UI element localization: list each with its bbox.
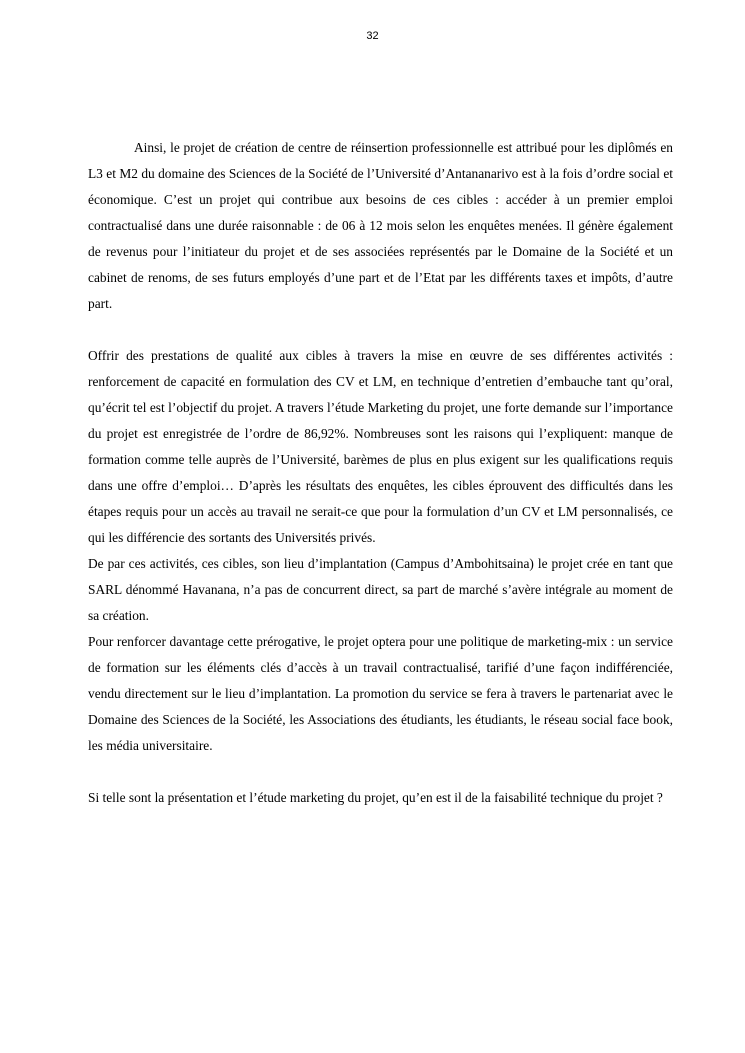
paragraph-introduction: Ainsi, le projet de création de centre de réinsertion professionnelle est attribué pour les diplômés en L3 et M2 du domaine des Sciences de la Société de l’Université d’Antananarivo est à la fois d’ordre social et économique. C’est un projet qui contribue aux besoins de ces cibles : accéder à un premier emploi contractualisé dans une durée raisonnable : de 06 à 12 mois selon les enquêtes menées. Il génère également de revenus pour l’initiateur du projet et de ses associées représentés par le Domaine de la Société et un cabinet de renoms, de ses futurs employés d’une part et de l’Etat par les différents taxes et impôts, d’autre part. [88, 140, 673, 311]
paragraph-market-position: De par ces activités, ces cibles, son lieu d’implantation (Campus d’Ambohitsaina) le projet crée en tant que SARL dénommé Havanana, n’a pas de concurrent direct, sa part de marché s’avère intégrale au moment de sa création. [88, 556, 673, 623]
document-body [88, 135, 673, 811]
paragraph-marketing-mix: Pour renforcer davantage cette prérogative, le projet optera pour une politique de marketing-mix : un service de formation sur les éléments clés d’accès à un travail contractualisé, tarifié d’une façon indifférenciée, vendu directement sur le lieu d’implantation. La promotion du service se fera à travers le partenariat avec le Domaine des Sciences de la Société, les Associations des étudiants, les étudiants, le réseau social face book, les média universitaire. [88, 634, 673, 753]
paragraph-objectives: Offrir des prestations de qualité aux cibles à travers la mise en œuvre de ses différentes activités : renforcement de capacité en formulation des CV et LM, en technique d’entretien d’embauche tant qu’oral, qu’écrit tel est l’objectif du projet. A travers l’étude Marketing du projet, une forte demande sur l’importance du projet est enregistrée de l’ordre de 86,92%. Nombreuses sont les raisons qui l’expliquent: manque de formation comme telle auprès de l’Université, barèmes de plus en plus exigent sur les qualifications requis dans une offre d’emploi… D’après les résultats des enquêtes, les cibles éprouvent des difficultés dans les étapes requis pour un accès au travail ne serait-ce que pour la formulation d’un CV et LM personnalisés, ce qui les différencie des sortants des Universités privés. [88, 348, 673, 545]
paragraph-conclusion-question: Si telle sont la présentation et l’étude marketing du projet, qu’en est il de la faisabilité technique du projet ? [88, 790, 663, 805]
page-number: 32 [366, 30, 379, 42]
